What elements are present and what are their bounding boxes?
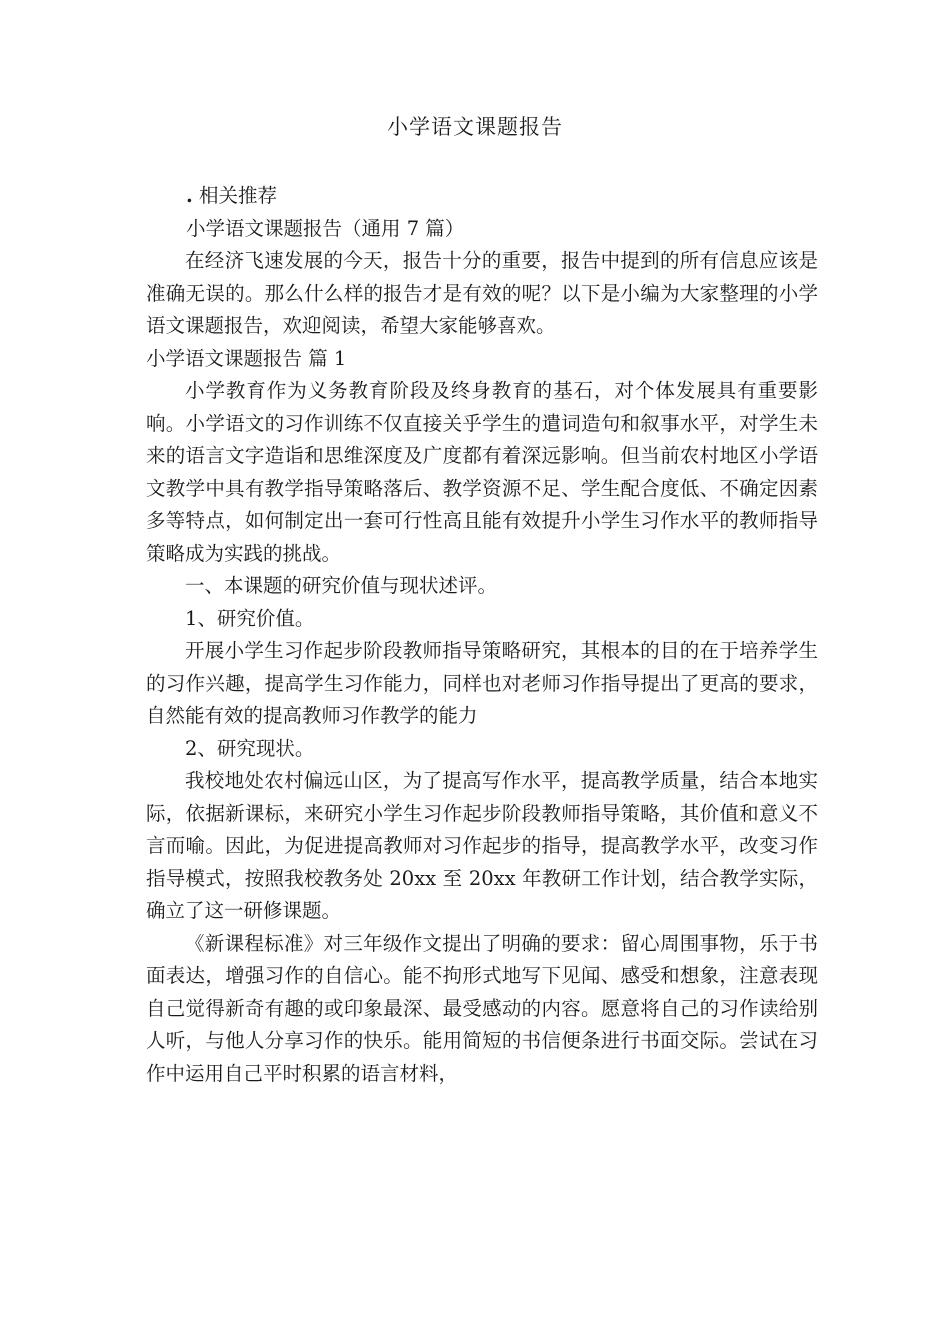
body-paragraph: 2、研究现状。 [185, 736, 315, 760]
body-paragraph: 开展小学生习作起步阶段教师指导策略研究，其根本的目的在于培养学生的习作兴趣，提高学生习作能力，同样也对老师习作指导提出了更高的要求，自然能有效的提高教师习作教学的能力 [146, 639, 818, 727]
related-label: 相关推荐 [199, 184, 278, 207]
body-paragraph: 小学教育作为义务教育阶段及终身教育的基石，对个体发展具有重要影响。小学语文的习作训练不仅直接关乎学生的遣词造句和叙事水平，对学生未来的语言文字造诣和思维深度及广度都有着深远影响。但当前农村地区小学语文教学中具有教学指导策略落后、教学资源不足、学生配合度低、不确定因素多等特点，如何制定出一套可行性高且能有效提升小学生习作水平的教师指导策略成为实践的挑战。 [146, 379, 818, 565]
body-paragraph: 一、本课题的研究价值与现状述评。 [185, 574, 498, 597]
body-paragraph: 1、研究价值。 [185, 606, 315, 630]
body-paragraph: 我校地处农村偏远山区，为了提高写作水平，提高教学质量，结合本地实际，依据新课标，来研究小学生习作起步阶段教师指导策略，其价值和意义不言而喻。因此，为促进提高教师对习作起步的指导，提高教学水平，改变习作指导模式，按照我校教务处 20xx 至 20xx 年教研工作计划，结合教学实际，确立了这一研修课题。 [146, 769, 818, 922]
body-paragraph: 《新课程标准》对三年级作文提出了明确的要求：留心周围事物，乐于书面表达，增强习作的自信心。能不拘形式地写下见闻、感受和想象，注意表现自己觉得新奇有趣的或印象最深、最受感动的内容。愿意将自己的习作读给别人听，与他人分享习作的快乐。能用简短的书信便条进行书面交际。尝试在习作中运用自己平时积累的语言材料， [146, 931, 818, 1085]
related-prefix: . [186, 184, 193, 207]
related-recommendation [146, 180, 818, 213]
intro-paragraph: 在经济飞速发展的今天，报告十分的重要，报告中提到的所有信息应该是准确无误的。那么什么样的报告才是有效的呢？以下是小编为大家整理的小学语文课题报告，欢迎阅读，希望大家能够喜欢。 [146, 249, 818, 337]
document-title: 小学语文课题报告 [387, 115, 563, 139]
document-subtitle: 小学语文课题报告（通用 7 篇） [186, 216, 465, 240]
document-body [146, 180, 818, 1090]
section-heading: 小学语文课题报告 篇 1 [146, 346, 347, 370]
